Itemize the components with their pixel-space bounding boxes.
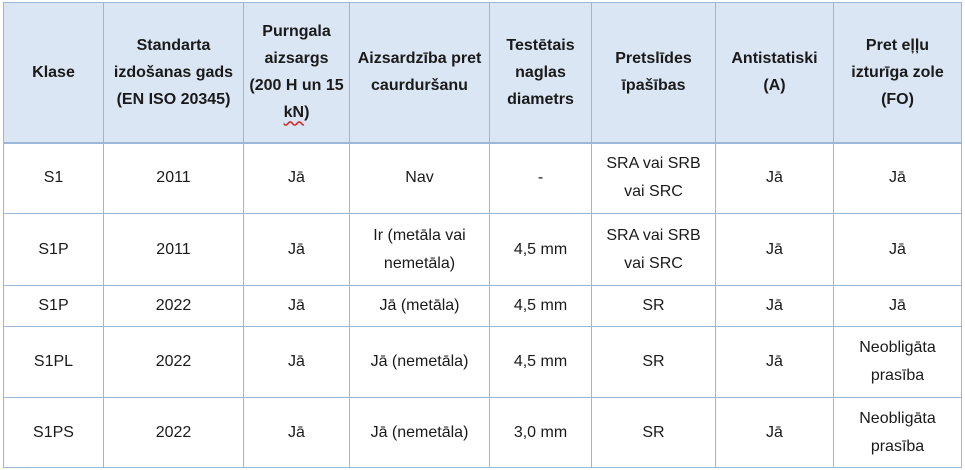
table-row bbox=[4, 398, 962, 468]
header-cell-antistatic: Antistatiski (A) bbox=[716, 3, 834, 143]
cell-oil-resistant-sole: Jā bbox=[834, 143, 962, 214]
header-cell-toe-cap bbox=[244, 3, 350, 143]
cell-standard-year: 2011 bbox=[104, 143, 244, 214]
header-cell-nail-diameter: Testētais naglas diametrs bbox=[490, 3, 592, 143]
table-row bbox=[4, 214, 962, 286]
header-cell-standard-year: Standarta izdošanas gads (EN ISO 20345) bbox=[104, 3, 244, 143]
table-row bbox=[4, 143, 962, 214]
cell-toe-cap: Jā bbox=[244, 214, 350, 286]
table-header-row bbox=[4, 3, 962, 143]
cell-puncture-protection: Nav bbox=[350, 143, 490, 214]
cell-toe-cap: Jā bbox=[244, 286, 350, 327]
cell-slip-resistance: SR bbox=[592, 286, 716, 327]
header-cell-slip-resistance: Pretslīdes īpašības bbox=[592, 3, 716, 143]
cell-puncture-protection: Jā (nemetāla) bbox=[350, 398, 490, 468]
cell-antistatic: Jā bbox=[716, 327, 834, 398]
cell-toe-cap: Jā bbox=[244, 327, 350, 398]
header-toe-cap-label: Purngala aizsargs (200 H un 15 kN) bbox=[249, 23, 344, 122]
cell-toe-cap: Jā bbox=[244, 143, 350, 214]
cell-oil-resistant-sole: Neobligāta prasība bbox=[834, 398, 962, 468]
cell-standard-year: 2011 bbox=[104, 214, 244, 286]
cell-oil-resistant-sole: Neobligāta prasība bbox=[834, 327, 962, 398]
cell-class: S1P bbox=[4, 286, 104, 327]
cell-antistatic: Jā bbox=[716, 214, 834, 286]
cell-nail-diameter: - bbox=[490, 143, 592, 214]
cell-class: S1 bbox=[4, 143, 104, 214]
cell-standard-year: 2022 bbox=[104, 286, 244, 327]
cell-nail-diameter: 4,5 mm bbox=[490, 214, 592, 286]
header-cell-puncture-protection: Aizsardzība pret caurduršanu bbox=[350, 3, 490, 143]
cell-class: S1P bbox=[4, 214, 104, 286]
safety-shoe-class-table bbox=[3, 2, 962, 468]
header-cell-class: Klase bbox=[4, 3, 104, 143]
cell-nail-diameter: 3,0 mm bbox=[490, 398, 592, 468]
cell-antistatic: Jā bbox=[716, 398, 834, 468]
table-row bbox=[4, 286, 962, 327]
header-cell-oil-resistant-sole: Pret eļļu izturīga zole (FO) bbox=[834, 3, 962, 143]
cell-puncture-protection: Ir (metāla vai nemetāla) bbox=[350, 214, 490, 286]
cell-puncture-protection: Jā (nemetāla) bbox=[350, 327, 490, 398]
cell-nail-diameter: 4,5 mm bbox=[490, 286, 592, 327]
table-row bbox=[4, 327, 962, 398]
cell-oil-resistant-sole: Jā bbox=[834, 286, 962, 327]
cell-slip-resistance: SR bbox=[592, 327, 716, 398]
cell-oil-resistant-sole: Jā bbox=[834, 214, 962, 286]
spellcheck-flagged-word: kN bbox=[283, 104, 305, 122]
cell-antistatic: Jā bbox=[716, 143, 834, 214]
cell-slip-resistance: SRA vai SRB vai SRC bbox=[592, 214, 716, 286]
cell-slip-resistance: SR bbox=[592, 398, 716, 468]
cell-class: S1PS bbox=[4, 398, 104, 468]
cell-standard-year: 2022 bbox=[104, 398, 244, 468]
cell-antistatic: Jā bbox=[716, 286, 834, 327]
cell-toe-cap: Jā bbox=[244, 398, 350, 468]
cell-class: S1PL bbox=[4, 327, 104, 398]
cell-nail-diameter: 4,5 mm bbox=[490, 327, 592, 398]
cell-puncture-protection: Jā (metāla) bbox=[350, 286, 490, 327]
cell-standard-year: 2022 bbox=[104, 327, 244, 398]
cell-slip-resistance: SRA vai SRB vai SRC bbox=[592, 143, 716, 214]
